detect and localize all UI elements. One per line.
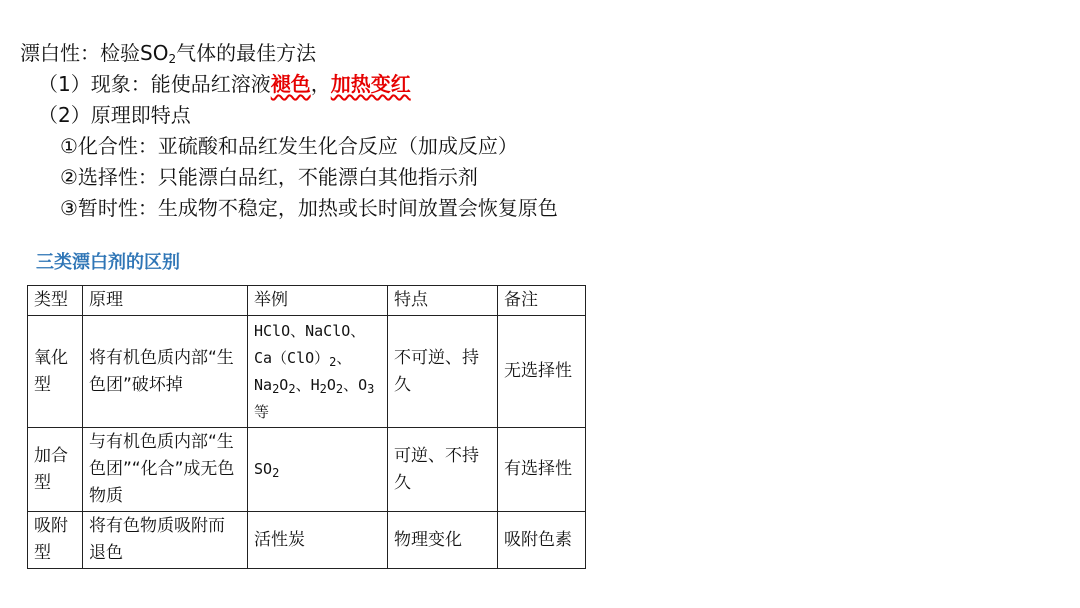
table-row	[28, 512, 586, 569]
cell-type: 加合型	[28, 428, 83, 512]
point-combination: ①化合性：亚硫酸和品红发生化合反应（加成反应）	[60, 134, 518, 158]
bleach-comparison-table	[27, 285, 586, 569]
cell-feature: 可逆、不持久	[388, 428, 498, 512]
phenomenon-line: （1）现象：能使品红溶液褪色，加热变红	[38, 72, 411, 96]
header-note: 备注	[498, 286, 586, 316]
cell-note: 吸附色素	[498, 512, 586, 569]
cell-example: HClO、NaClO、$Ca(ClO)_2$、$Na_2O_2$、$H_2O_2$、$O_3$等	[248, 316, 388, 428]
cell-example: $SO_2$	[248, 428, 388, 512]
cell-type: 氧化型	[28, 316, 83, 428]
cell-feature: 不可逆、持久	[388, 316, 498, 428]
cell-principle: 将有色物质吸附而退色	[83, 512, 248, 569]
header-type: 类型	[28, 286, 83, 316]
table-row	[28, 428, 586, 512]
notes-section	[20, 40, 558, 226]
notes-heading: 漂白性：检验$SO_2$气体的最佳方法	[20, 41, 317, 66]
cell-note: 有选择性	[498, 428, 586, 512]
cell-type: 吸附型	[28, 512, 83, 569]
cell-example: 活性炭	[248, 512, 388, 569]
cell-principle: 与有机色质内部“生色团”“化合”成无色物质	[83, 428, 248, 512]
header-feature: 特点	[388, 286, 498, 316]
header-principle: 原理	[83, 286, 248, 316]
cell-note: 无选择性	[498, 316, 586, 428]
point-temporary: ③暂时性：生成物不稳定，加热或长时间放置会恢复原色	[60, 196, 558, 220]
section-title: 三类漂白剂的区别	[36, 252, 180, 273]
highlight-heat-red: 加热变红	[330, 72, 411, 96]
point-selectivity: ②选择性：只能漂白品红，不能漂白其他指示剂	[60, 165, 478, 189]
header-example: 举例	[248, 286, 388, 316]
table-row	[28, 316, 586, 428]
cell-principle: 将有机色质内部“生色团”破坏掉	[83, 316, 248, 428]
principle-line: （2）原理即特点	[38, 103, 191, 127]
table-header-row	[28, 286, 586, 316]
highlight-fade: 褪色	[270, 72, 311, 96]
cell-feature: 物理变化	[388, 512, 498, 569]
